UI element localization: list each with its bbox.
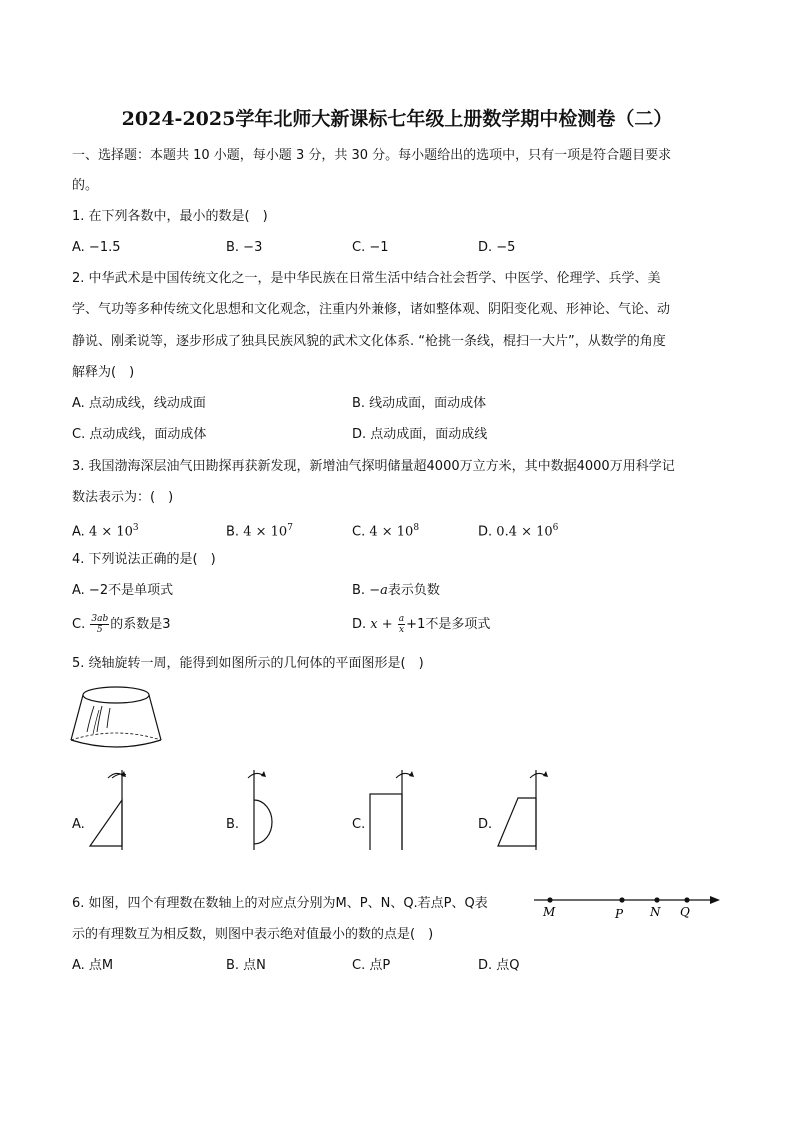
q3-option-c[interactable]: C. $4 \times 10^8$ (352, 523, 420, 540)
q6-option-d[interactable]: D. 点Q (478, 958, 520, 973)
q5-option-a[interactable]: A. (72, 817, 85, 832)
q6-stem-line2: 示的有理数互为相反数，则图中表示绝对值最小的数的点是( ) (72, 927, 434, 942)
fraction-3ab-over-5: $\frac{3ab}{5}$ (91, 614, 109, 635)
number-line-label-q: Q (680, 905, 690, 919)
number-line-label-m: M (543, 905, 556, 919)
q6-option-c[interactable]: C. 点P (352, 958, 391, 973)
q4-option-a[interactable]: A. −2不是单项式 (72, 583, 174, 598)
q2-stem-line4: 解释为( ) (72, 365, 135, 380)
q3-option-d[interactable]: D. $0.4 \times 10^6$ (478, 523, 559, 540)
q1-stem: 1. 在下列各数中，最小的数是( ) (72, 209, 268, 224)
q4-option-c[interactable]: C. $\frac{3ab}{5}$ 的系数是3 (72, 614, 171, 635)
frustum-solid-figure (66, 682, 166, 754)
q5-axis-arrow-d (528, 768, 550, 782)
q2-option-b[interactable]: B. 线动成面，面动成体 (352, 396, 487, 411)
q2-option-d[interactable]: D. 点动成面，面动成线 (352, 427, 488, 442)
q5-option-d[interactable]: D. (478, 817, 493, 832)
q3-option-a[interactable]: A. $4 \times 10^3$ (72, 523, 139, 540)
page-title: 2024-2025学年北师大新课标七年级上册数学期中检测卷（二） (121, 108, 673, 130)
q6-stem-line1: 6. 如图，四个有理数在数轴上的对应点分别为M、P、N、Q.若点P、Q表 (72, 896, 488, 911)
section-header-line2: 的。 (72, 178, 99, 193)
q2-option-c[interactable]: C. 点动成线，面动成体 (72, 427, 207, 442)
q4-stem: 4. 下列说法正确的是( ) (72, 552, 216, 567)
section-header-line1: 一、选择题：本题共 10 小题，每小题 3 分，共 30 分。每小题给出的选项中，只有一项是符合题目要求 (72, 148, 672, 163)
q5-stem: 5. 绕轴旋转一周，能得到如图所示的几何体的平面图形是( ) (72, 656, 424, 671)
q5-option-b[interactable]: B. (226, 817, 240, 832)
q1-option-b[interactable]: B. −3 (226, 240, 263, 255)
q3-stem-line2: 数法表示为：( ) (72, 490, 174, 505)
q5-axis-arrow-a (106, 768, 128, 782)
q2-option-a[interactable]: A. 点动成线，线动成面 (72, 396, 206, 411)
number-line-label-n: N (650, 905, 661, 919)
q2-stem-line1: 2. 中华武术是中国传统文化之一，是中华民族在日常生活中结合社会哲学、中医学、伦理学、兵学、美 (72, 271, 661, 286)
q1-option-a[interactable]: A. −1.5 (72, 240, 121, 255)
number-line-figure (532, 890, 722, 924)
q6-option-a[interactable]: A. 点M (72, 958, 114, 973)
q5-axis-arrow-c (394, 768, 416, 782)
q4-option-d[interactable]: D. x + $\frac{a}{x}$ +1不是多项式 (352, 614, 491, 635)
q3-option-b[interactable]: B. $4 \times 10^7$ (226, 523, 293, 540)
q5-option-c[interactable]: C. (352, 817, 366, 832)
q2-stem-line3: 静说、刚柔说等，逐步形成了独具民族风貌的武术文化体系. “枪挑一条线，棍扫一大片”，从数学的角度 (72, 334, 666, 349)
fraction-a-over-x: $\frac{a}{x}$ (398, 614, 405, 635)
q1-option-d[interactable]: D. −5 (478, 240, 516, 255)
q2-stem-line2: 学、气功等多种传统文化思想和文化观念，注重内外兼修，诸如整体观、阴阳变化观、形神论、气论、动 (72, 302, 671, 317)
q1-option-c[interactable]: C. −1 (352, 240, 389, 255)
q6-option-b[interactable]: B. 点N (226, 958, 266, 973)
q4-option-b[interactable]: B. −a表示负数 (352, 583, 440, 598)
q5-axis-arrow-b (246, 768, 268, 782)
q3-stem-line1: 3. 我国渤海深层油气田勘探再获新发现，新增油气探明储量超4000万立方米，其中数据4000万用科学记 (72, 459, 675, 474)
number-line-label-p: P (615, 907, 624, 921)
